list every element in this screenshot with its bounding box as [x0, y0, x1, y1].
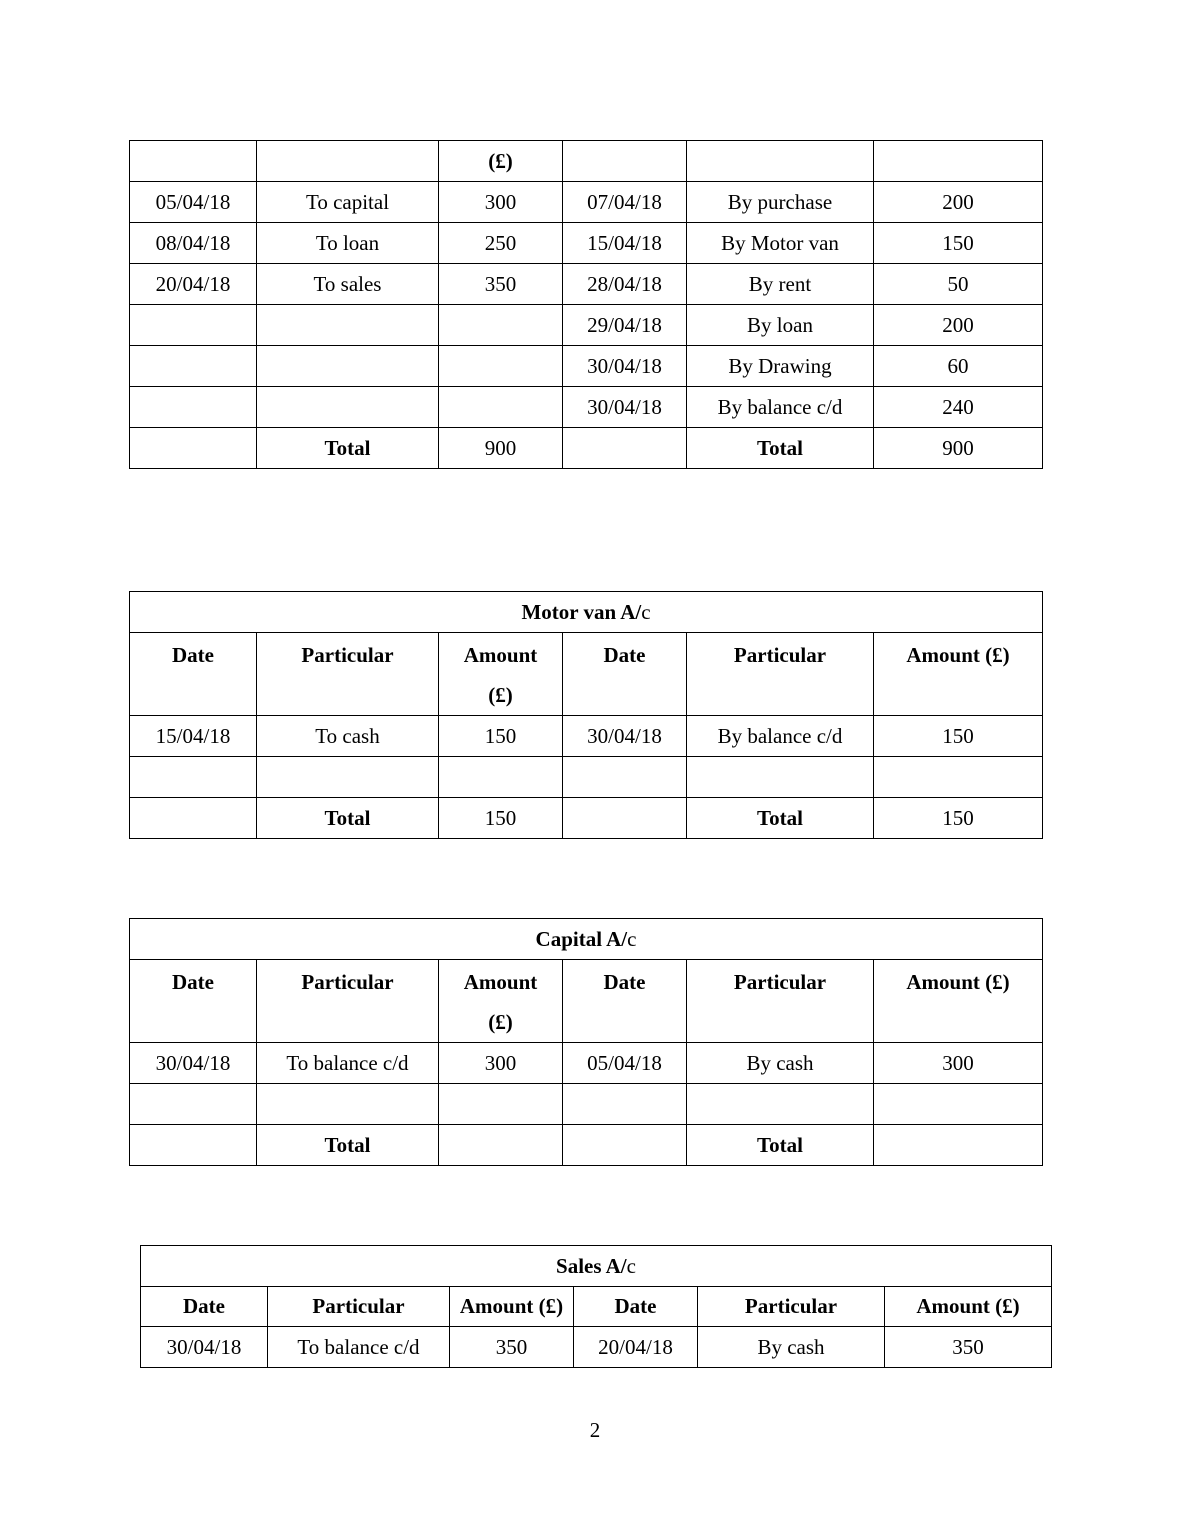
- cell-amount: 150: [874, 223, 1043, 264]
- cell-date: 20/04/18: [130, 264, 257, 305]
- table-header-row: [130, 960, 1043, 1043]
- table-title-row: [130, 919, 1043, 960]
- cell-date: 05/04/18: [563, 1043, 687, 1084]
- cell-date: 30/04/18: [130, 1043, 257, 1084]
- cell-particular: [257, 346, 439, 387]
- cell-date: 30/04/18: [563, 716, 687, 757]
- table-title: Capital A/c: [130, 919, 1043, 960]
- cell-amount: 350: [885, 1327, 1052, 1368]
- cell-amount: 350: [439, 264, 563, 305]
- total-row: [130, 428, 1043, 469]
- header-particular: Particular: [257, 960, 439, 1043]
- motor-van-account-table: [129, 591, 1043, 839]
- header-particular: Particular: [687, 633, 874, 716]
- cell-amount: [439, 346, 563, 387]
- table-row: [130, 387, 1043, 428]
- cell-particular: [257, 387, 439, 428]
- capital-account-table: [129, 918, 1043, 1166]
- header-particular: Particular: [698, 1287, 885, 1327]
- cell-amount: 200: [874, 182, 1043, 223]
- table-title-row: [130, 592, 1043, 633]
- amount-unit-header: (£): [439, 141, 563, 182]
- table-title: Motor van A/c: [130, 592, 1043, 633]
- table-row: [130, 141, 1043, 182]
- header-amount: Amount (£): [439, 633, 563, 716]
- cell-particular: To loan: [257, 223, 439, 264]
- header-date: Date: [130, 960, 257, 1043]
- table-row: [130, 1084, 1043, 1125]
- cell-amount: [439, 305, 563, 346]
- cell-date: 05/04/18: [130, 182, 257, 223]
- cell-particular: To balance c/d: [268, 1327, 450, 1368]
- total-amount: 900: [439, 428, 563, 469]
- header-particular: Particular: [268, 1287, 450, 1327]
- table-row: [130, 757, 1043, 798]
- total-label: Total: [257, 1125, 439, 1166]
- table-row: [130, 182, 1043, 223]
- cell-particular: To capital: [257, 182, 439, 223]
- header-amount: Amount (£): [450, 1287, 574, 1327]
- cell-particular: By cash: [698, 1327, 885, 1368]
- cell-particular: By Drawing: [687, 346, 874, 387]
- cell-particular: To sales: [257, 264, 439, 305]
- cell-particular: [257, 305, 439, 346]
- cell-particular: By Motor van: [687, 223, 874, 264]
- cell-date: 20/04/18: [574, 1327, 698, 1368]
- table-header-row: [141, 1287, 1052, 1327]
- cell-particular: By balance c/d: [687, 387, 874, 428]
- cell-particular: By rent: [687, 264, 874, 305]
- cell-date: 28/04/18: [563, 264, 687, 305]
- cell-amount: 200: [874, 305, 1043, 346]
- table-header-row: [130, 633, 1043, 716]
- table-row: [141, 1327, 1052, 1368]
- cell-amount: [439, 387, 563, 428]
- cell-particular: By cash: [687, 1043, 874, 1084]
- cell-date: [130, 387, 257, 428]
- cell-date: 29/04/18: [563, 305, 687, 346]
- cell-date: [130, 346, 257, 387]
- total-amount: 900: [874, 428, 1043, 469]
- cell-amount: 350: [450, 1327, 574, 1368]
- header-date: Date: [130, 633, 257, 716]
- cell-amount: 240: [874, 387, 1043, 428]
- total-row: [130, 1125, 1043, 1166]
- cell-particular: By loan: [687, 305, 874, 346]
- table-title: Sales A/c: [141, 1246, 1052, 1287]
- header-date: Date: [563, 633, 687, 716]
- total-label: Total: [257, 798, 439, 839]
- cell-particular: By purchase: [687, 182, 874, 223]
- total-label: Total: [687, 1125, 874, 1166]
- header-amount: Amount (£): [439, 960, 563, 1043]
- cell-particular: By balance c/d: [687, 716, 874, 757]
- cell-date: 07/04/18: [563, 182, 687, 223]
- cell-amount: 300: [439, 182, 563, 223]
- table-row: [130, 223, 1043, 264]
- total-label: Total: [257, 428, 439, 469]
- cell-date: 15/04/18: [563, 223, 687, 264]
- sales-account-table: [140, 1245, 1052, 1368]
- cell-date: 15/04/18: [130, 716, 257, 757]
- cell-date: [130, 305, 257, 346]
- cell-date: 08/04/18: [130, 223, 257, 264]
- cell-particular: To cash: [257, 716, 439, 757]
- table-row: [130, 346, 1043, 387]
- cell-date: 30/04/18: [563, 387, 687, 428]
- header-date: Date: [574, 1287, 698, 1327]
- table-row: [130, 264, 1043, 305]
- cell-amount: 250: [439, 223, 563, 264]
- header-date: Date: [141, 1287, 268, 1327]
- total-amount: 150: [439, 798, 563, 839]
- header-amount: Amount (£): [874, 633, 1043, 716]
- page-number: 2: [589, 1418, 601, 1442]
- cell-amount: 150: [874, 716, 1043, 757]
- table-row: [130, 716, 1043, 757]
- cell-amount: 150: [439, 716, 563, 757]
- table-row: [130, 1043, 1043, 1084]
- cash-account-table: [129, 140, 1043, 469]
- header-date: Date: [563, 960, 687, 1043]
- header-amount: Amount (£): [885, 1287, 1052, 1327]
- total-label: Total: [687, 798, 874, 839]
- cell-date: 30/04/18: [563, 346, 687, 387]
- header-amount: Amount (£): [874, 960, 1043, 1043]
- cell-amount: 60: [874, 346, 1043, 387]
- header-particular: Particular: [687, 960, 874, 1043]
- header-particular: Particular: [257, 633, 439, 716]
- table-row: [130, 305, 1043, 346]
- cell-amount: 300: [439, 1043, 563, 1084]
- cell-amount: 300: [874, 1043, 1043, 1084]
- total-row: [130, 798, 1043, 839]
- cell-amount: 50: [874, 264, 1043, 305]
- cell-particular: To balance c/d: [257, 1043, 439, 1084]
- total-label: Total: [687, 428, 874, 469]
- table-title-row: [141, 1246, 1052, 1287]
- total-amount: 150: [874, 798, 1043, 839]
- cell-date: 30/04/18: [141, 1327, 268, 1368]
